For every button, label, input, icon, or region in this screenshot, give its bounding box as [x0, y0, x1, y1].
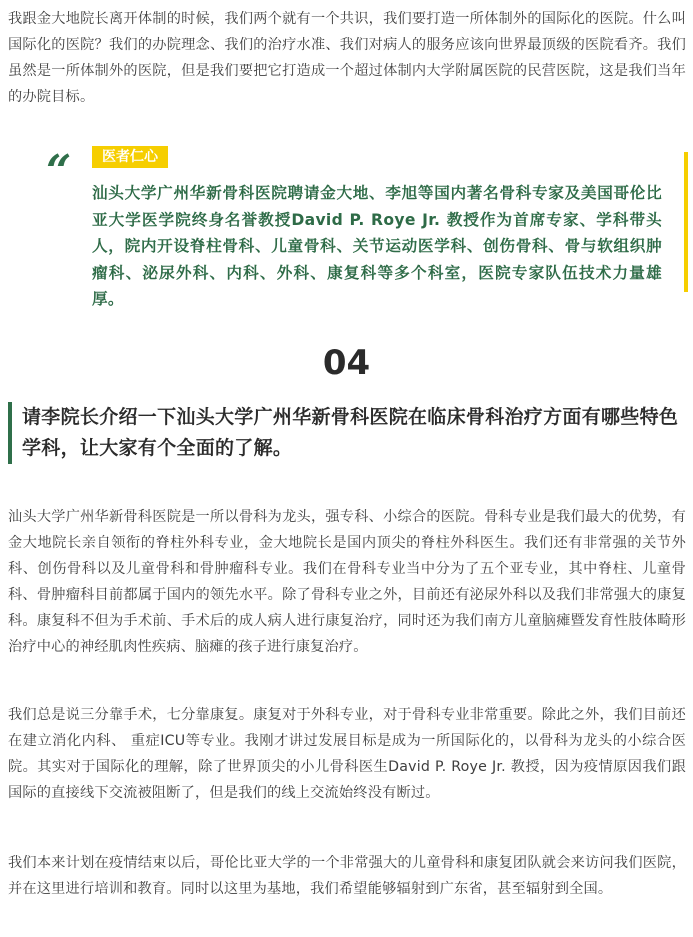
body-paragraph-plans: 我们本来计划在疫情结束以后，哥伦比亚大学的一个非常强大的儿童骨科和康复团队就会来访问我们医院，并在这里进行培训和教育。同时以这里为基地，我们希望能够辐射到广东省，甚至辐射到全国。	[8, 855, 686, 897]
intro-paragraph: 我跟金大地院长离开体制的时候，我们两个就有一个共识，我们要打造一所体制外的国际化的医院。什么叫国际化的医院？我们的办院理念、我们的治疗水准、我们对病人的服务应该向世界最顶级的医院看齐。我们虽然是一所体制外的医院，但是我们要把它打造成一个超过体制内大学附属医院的民营医院，这是我们当年的办院目标。	[8, 11, 686, 105]
quote-badge: 医者仁心	[92, 146, 168, 168]
quote-text: 汕头大学广州华新骨科医院聘请金大地、李旭等国内著名骨科专家及美国哥伦比亚大学医学院终身名誉教授David P. Roye Jr. 教授作为首席专家、学科带头人，院内开设脊柱骨科、儿童骨科、关节运动医学科、创伤骨科、骨与软组织肿瘤科、泌尿外科、内科、外科、康复科等多个科室，医院专家队伍技术力量雄厚。	[92, 184, 662, 308]
section-heading: 请李院长介绍一下汕头大学广州华新骨科医院在临床骨科治疗方面有哪些特色学科，让大家有个全面的了解。	[22, 406, 679, 459]
body-paragraph-rehab: 我们总是说三分靠手术，七分靠康复。康复对于外科专业，对于骨科专业非常重要。除此之外，我们目前还在建立消化内科、 重症ICU等专业。我刚才讲过发展目标是成为一所国际化的，以骨科为龙头的小综合医院。其实对于国际化的理解，除了世界顶尖的小儿骨科医生David P. Roye Jr. 教授，因为疫情原因我们跟国际的直接线下交流被阻断了，但是我们的线上交流始终没有断过。	[8, 707, 686, 801]
quote-mark-icon: “	[46, 146, 66, 197]
section-number: 04	[322, 343, 371, 383]
quote-accent-bar	[684, 152, 688, 292]
body-paragraph-specialties: 汕头大学广州华新骨科医院是一所以骨科为龙头，强专科、小综合的医院。骨科专业是我们最大的优势，有金大地院长亲自领衔的脊柱外科专业，金大地院长是国内顶尖的脊柱外科医生。我们还有非常强的关节外科、创伤骨科以及儿童骨科和骨肿瘤科专业。我们在骨科专业当中分为了五个亚专业，其中脊柱、儿童骨科、骨肿瘤科目前都属于国内的领先水平。除了骨科专业之外，目前还有泌尿外科以及我们非常强大的康复科。康复科不但为手术前、手术后的成人病人进行康复治疗，同时还为我们南方儿童脑瘫暨发育性肢体畸形治疗中心的神经肌肉性疾病、脑瘫的孩子进行康复治疗。	[8, 509, 686, 655]
heading-accent-bar	[8, 402, 12, 464]
